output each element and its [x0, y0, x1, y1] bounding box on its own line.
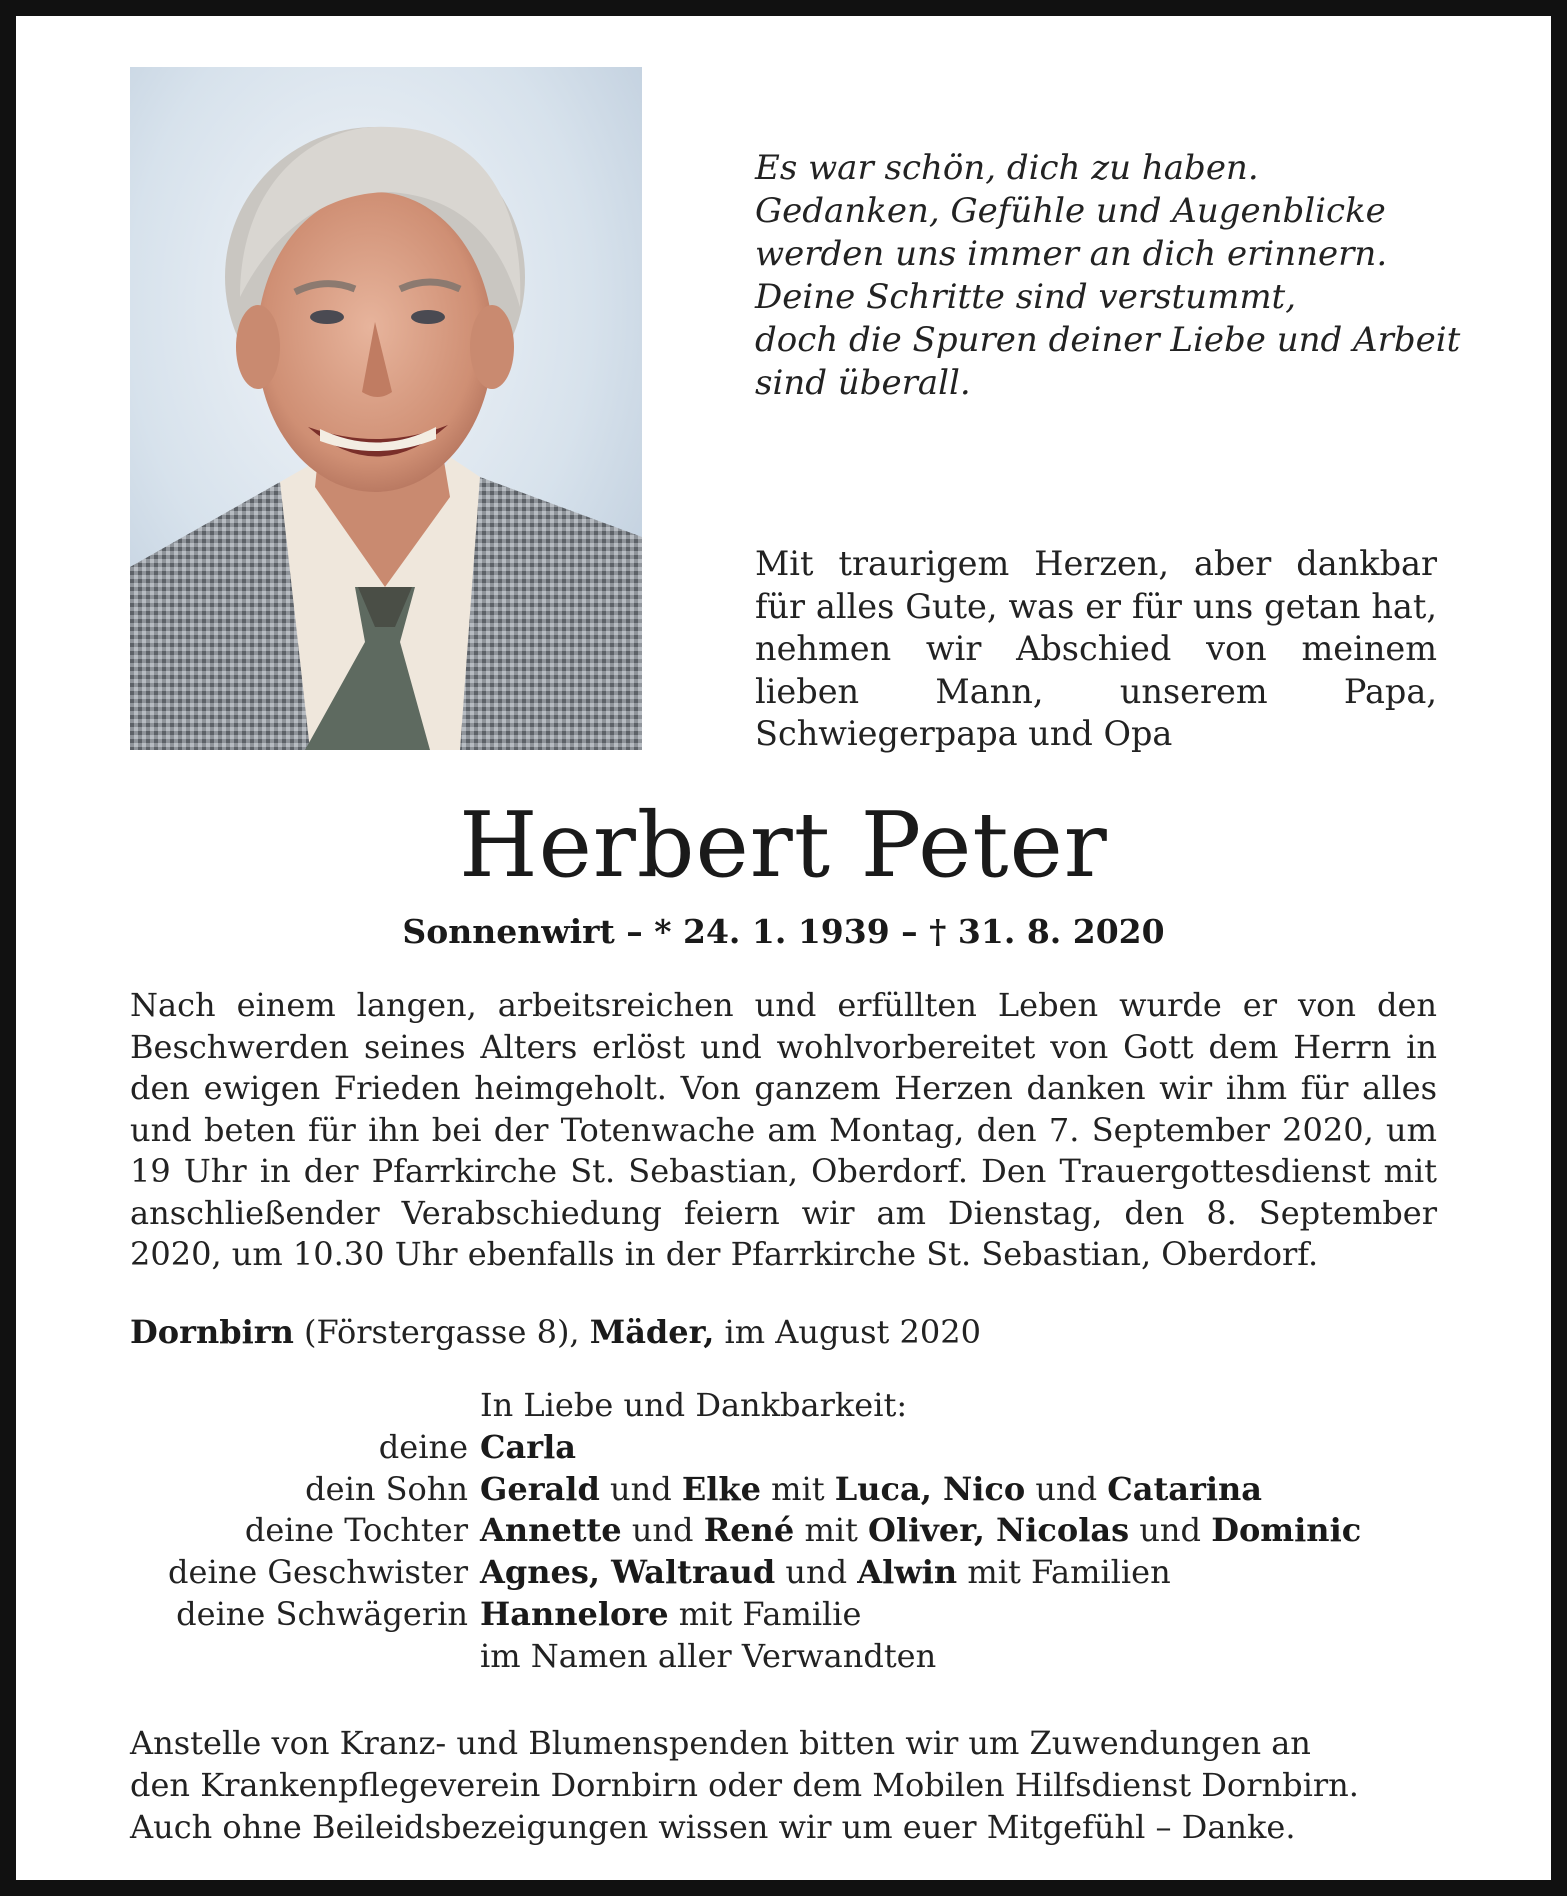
family-connector: im Namen aller Verwandten	[480, 1636, 937, 1675]
family-members	[480, 1636, 1437, 1678]
family-connector: und	[1129, 1511, 1212, 1550]
family-member-name: Hannelore	[480, 1594, 669, 1633]
family-member-name: Annette	[480, 1511, 622, 1550]
poem-line: sind überall.	[755, 363, 971, 403]
poem-line: werden uns immer an dich erinnern.	[755, 234, 1388, 274]
family-member-name: Gerald	[480, 1469, 600, 1508]
place-address: (Förstergasse 8),	[304, 1313, 580, 1351]
place-city-dornbirn: Dornbirn	[130, 1313, 294, 1351]
place-city-maeder: Mäder,	[589, 1313, 715, 1351]
place-date: im August 2020	[724, 1313, 981, 1351]
family-member-name: Dominic	[1211, 1511, 1362, 1550]
portrait-image	[130, 67, 642, 750]
poem-line: Deine Schritte sind verstummt,	[755, 277, 1297, 317]
memorial-poem	[755, 147, 1495, 405]
farewell-intro: Mit traurigem Herzen, aber dankbar für alles Gute, was er für uns getan hat, nehmen wir Abschied von meinem lieben Mann, unserem Papa, Schwiegerpapa und Opa	[755, 544, 1437, 753]
closing-line: den Krankenpflegeverein Dornbirn oder dem Mobilen Hilfsdienst Dornbirn.	[130, 1766, 1359, 1804]
family-connector: und	[621, 1511, 704, 1550]
family-member-name: Catarina	[1107, 1469, 1262, 1508]
family-list	[130, 1385, 1437, 1678]
portrait-photo	[130, 67, 642, 750]
closing-line: Anstelle von Kranz- und Blumenspenden bitten wir um Zuwendungen an	[130, 1724, 1311, 1762]
family-member-name: Luca, Nico	[834, 1469, 1026, 1508]
family-row	[130, 1427, 1437, 1469]
family-row	[130, 1510, 1437, 1552]
family-members	[480, 1427, 1437, 1469]
family-connector: mit Familien	[957, 1553, 1171, 1592]
family-connector: mit	[760, 1469, 835, 1508]
family-member-name: René	[703, 1511, 795, 1550]
family-member-name: Agnes, Waltraud	[480, 1553, 776, 1592]
poem-line: Es war schön, dich zu haben.	[755, 148, 1259, 188]
family-relation	[130, 1636, 480, 1678]
family-connector: und	[775, 1553, 858, 1592]
family-relation: dein Sohn	[305, 1469, 468, 1508]
family-members	[480, 1594, 1437, 1636]
family-relation: deine Tochter	[244, 1511, 468, 1550]
life-dates: Sonnenwirt – * 24. 1. 1939 – † 31. 8. 2020	[402, 912, 1165, 951]
family-connector: mit	[794, 1511, 869, 1550]
family-row	[130, 1552, 1437, 1594]
family-relation: deine Geschwister	[168, 1553, 468, 1592]
family-connector: mit Familie	[668, 1594, 862, 1633]
family-relation: deine	[378, 1427, 468, 1466]
family-members	[480, 1552, 1437, 1594]
place-and-date	[130, 1311, 1437, 1353]
poem-line: Gedanken, Gefühle und Augenblicke	[755, 191, 1386, 231]
family-connector: und	[599, 1469, 682, 1508]
family-member-name: Alwin	[857, 1553, 958, 1592]
family-connector: und	[1025, 1469, 1108, 1508]
family-heading-row	[130, 1385, 1437, 1427]
family-members	[480, 1510, 1437, 1552]
deceased-name: Herbert Peter	[459, 793, 1108, 898]
closing-line: Auch ohne Beileidsbezeigungen wissen wir um euer Mitgefühl – Danke.	[130, 1808, 1296, 1846]
poem-line: doch die Spuren deiner Liebe und Arbeit	[755, 320, 1461, 360]
family-member-name: Carla	[480, 1427, 576, 1466]
family-row	[130, 1594, 1437, 1636]
donation-note	[130, 1722, 1437, 1848]
family-row	[130, 1469, 1437, 1511]
family-member-name: Oliver, Nicolas	[868, 1511, 1130, 1550]
family-member-name: Elke	[681, 1469, 761, 1508]
family-rows	[130, 1427, 1437, 1678]
family-relation: deine Schwägerin	[176, 1594, 468, 1633]
service-announcement: Nach einem langen, arbeitsreichen und erfüllten Leben wurde er von den Beschwerden seines Alters erlöst und wohlvorbereitet von Gott dem Herrn in den ewigen Frieden heimgeholt. Von ganzem Herzen danken wir ihm für alles und beten für ihn bei der Totenwache am Montag, den 7. September 2020, um 19 Uhr in der Pfarrkirche St. Sebastian, Oberdorf. Den Trauergottesdienst mit anschließender Verabschiedung feiern wir am Dienstag, den 8. September 2020, um 10.30 Uhr ebenfalls in der Pfarrkirche St. Sebastian, Oberdorf.	[130, 986, 1437, 1273]
family-row	[130, 1636, 1437, 1678]
family-heading: In Liebe und Dankbarkeit:	[480, 1386, 908, 1424]
family-members	[480, 1469, 1437, 1511]
